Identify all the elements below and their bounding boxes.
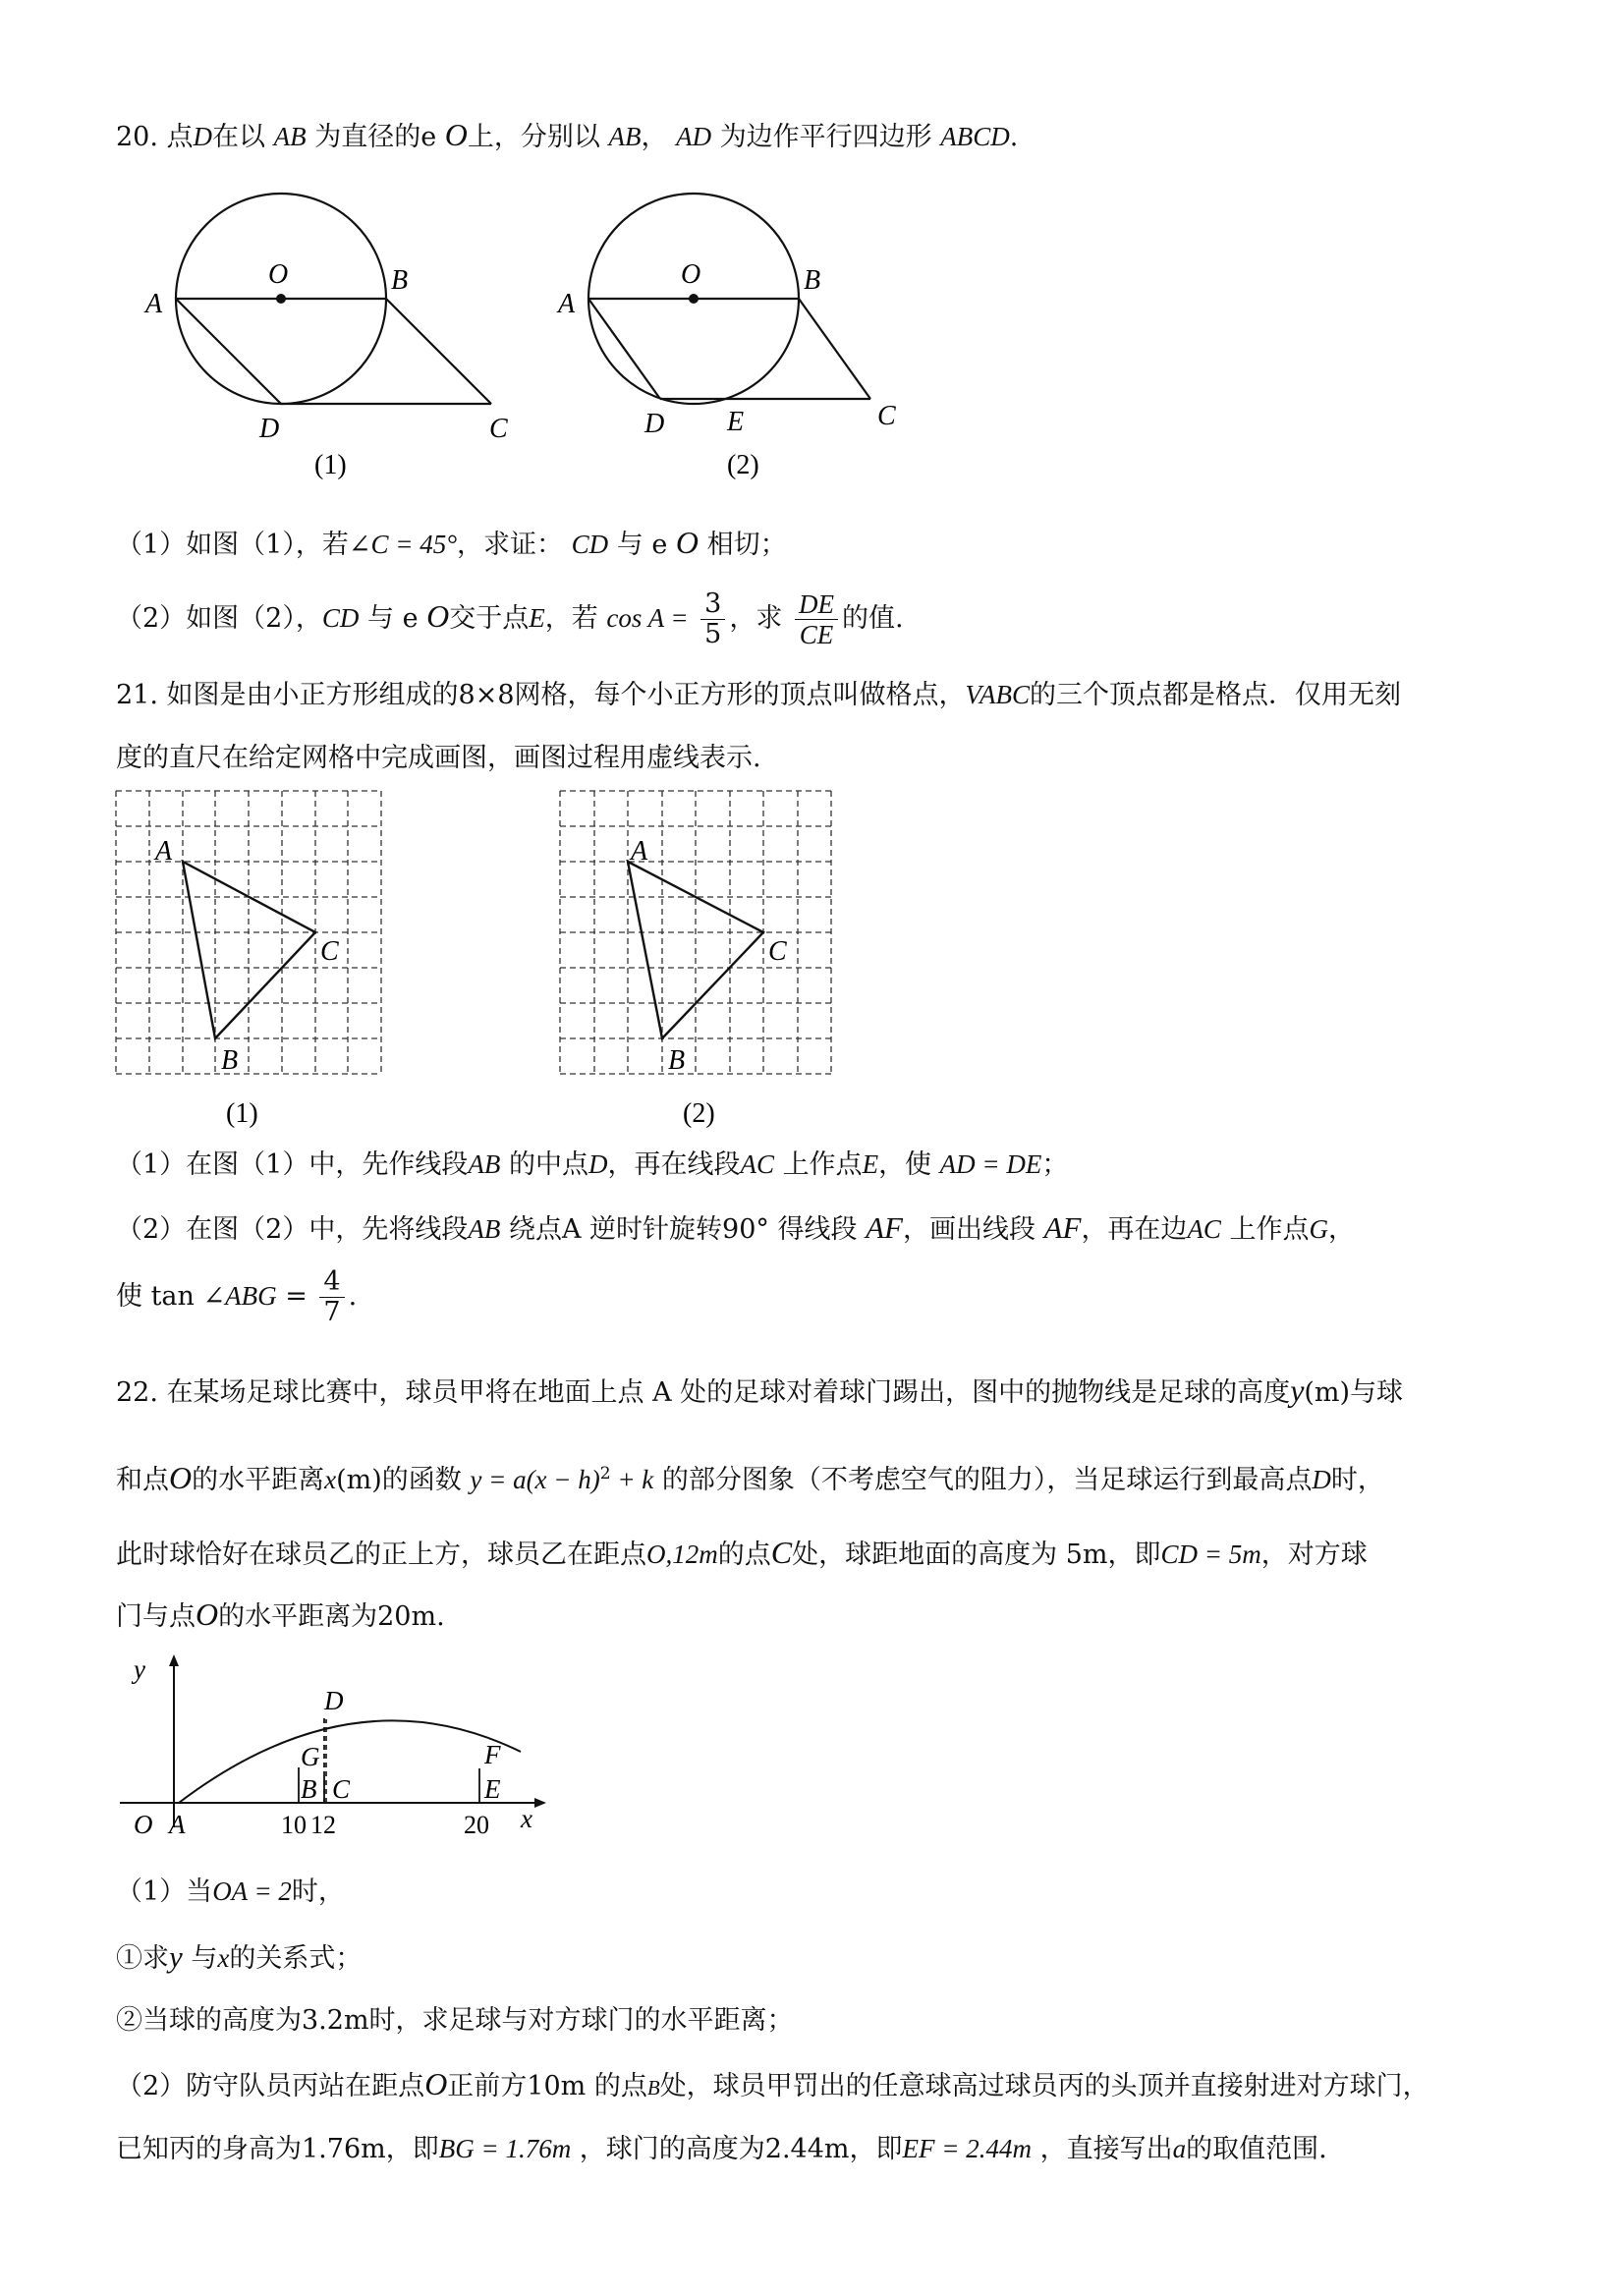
q20-part1: （1）如图（1），若∠C = 45°，求证： CD 与 e O 相切；: [116, 525, 787, 560]
q20-cos-fraction: $\frac{3}{5}$: [700, 589, 725, 649]
svg-text:20: 20: [464, 1811, 489, 1839]
svg-text:C: C: [332, 1774, 351, 1804]
q22-part1: （1）当OA = 2时，: [116, 1876, 345, 1907]
q22-line3: 此时球恰好在球员乙的正上方，球员乙在距点O,12m的点C处，球距地面的高度为 5m，即CD = 5m，对方球: [116, 1535, 1368, 1570]
svg-text:G: G: [301, 1742, 320, 1771]
svg-text:B: B: [804, 265, 821, 296]
q20-figure-2: [550, 187, 943, 491]
svg-text:F: F: [484, 1740, 501, 1769]
svg-text:C: C: [877, 401, 896, 431]
svg-text:B: B: [301, 1774, 317, 1804]
q22-sub2: ②当球的高度为3.2m时，求足球与对方球门的水平距离；: [116, 2005, 794, 2036]
svg-text:E: E: [484, 1774, 501, 1804]
svg-text:A: A: [169, 1810, 186, 1839]
svg-text:D: D: [259, 414, 280, 444]
q21-fig2-caption: (2): [683, 1098, 715, 1129]
svg-text:C: C: [768, 936, 787, 967]
svg-text:O: O: [134, 1810, 153, 1839]
svg-text:12: 12: [310, 1811, 336, 1839]
svg-text:A: A: [155, 836, 173, 867]
q21-part1: （1）在图（1）中，先作线段AB 的中点D，再在线段AC 上作点E，使 AD = DE；: [116, 1149, 1069, 1180]
q20-ratio-fraction: $\frac{DE}{CE}$: [795, 589, 838, 649]
q21-fig1-caption: (1): [226, 1098, 258, 1129]
q20-fig1-caption: (1): [314, 450, 347, 480]
svg-text:D: D: [644, 409, 665, 439]
q21-grid-figure-2: [560, 791, 855, 1145]
q22-sub1: ①求y 与x的关系式；: [116, 1939, 363, 1974]
svg-text:A: A: [145, 289, 163, 319]
q21-part2-line2: 使 tan ∠ABG = $\frac{4}{7}$ .: [116, 1266, 358, 1327]
svg-text:O: O: [268, 259, 289, 290]
q21-grid-figure-1: [116, 791, 411, 1145]
svg-text:y: y: [134, 1654, 145, 1684]
q21-stem-line2: 度的直尺在给定网格中完成画图，画图过程用虚线表示.: [116, 743, 761, 773]
q20-figure-1: [138, 187, 531, 491]
svg-text:x: x: [521, 1804, 532, 1833]
q22-line2: 和点O的水平距离x(m)的函数 $y = a(x - h)^2 + k$ 的部分图象（不考虑空气的阻力），当足球运行到最高点D时，: [116, 1460, 1384, 1495]
q21-part2: （2）在图（2）中，先将线段AB 绕点A 逆时针旋转90° 得线段 AF，画出线段 AF，再在边AC 上作点G，: [116, 1210, 1356, 1245]
q20-fig2-caption: (2): [727, 450, 759, 480]
svg-text:C: C: [320, 936, 339, 967]
svg-text:C: C: [489, 414, 508, 444]
q21-tan-fraction: $\frac{4}{7}$: [319, 1267, 344, 1327]
svg-text:B: B: [391, 265, 409, 296]
svg-text:A: A: [631, 836, 648, 867]
svg-text:O: O: [681, 259, 701, 290]
q22-parabola-graph: [118, 1651, 550, 1847]
q22-line1: 22. 在某场足球比赛中，球员甲将在地面上点 A 处的足球对着球门踢出，图中的抛物线是足球的高度y(m)与球: [116, 1372, 1404, 1408]
q20-part2: （2）如图（2），CD 与 e O交于点E，若 cos A = $\frac{3}{5}$ ，求 $\frac{DE}{CE}$ 的值.: [116, 588, 904, 649]
svg-text:B: B: [668, 1045, 686, 1076]
q21-stem-line1: 21. 如图是由小正方形组成的8×8网格，每个小正方形的顶点叫做格点，VABC的三个顶点都是格点．仅用无刻: [116, 680, 1401, 710]
svg-text:E: E: [727, 407, 745, 437]
svg-text:10: 10: [281, 1811, 307, 1839]
svg-text:D: D: [324, 1686, 344, 1715]
q22-part2-line1: （2）防守队员丙站在距点O正前方10m 的点B处，球员甲罚出的任意球高过球员丙的头顶并直接射进对方球门，: [116, 2066, 1429, 2101]
q22-part2-line2: 已知丙的身高为1.76m，即BG = 1.76m ，球门的高度为2.44m，即EF = 2.44m ，直接写出a的取值范围.: [116, 2134, 1327, 2164]
svg-text:A: A: [558, 289, 576, 319]
q20-stem: 20. 点D在以 AB 为直径的e O上，分别以 AB， AD 为边作平行四边形 ABCD.: [116, 117, 1019, 152]
svg-text:B: B: [221, 1045, 239, 1076]
q22-line4: 门与点O的水平距离为20m.: [116, 1596, 445, 1632]
